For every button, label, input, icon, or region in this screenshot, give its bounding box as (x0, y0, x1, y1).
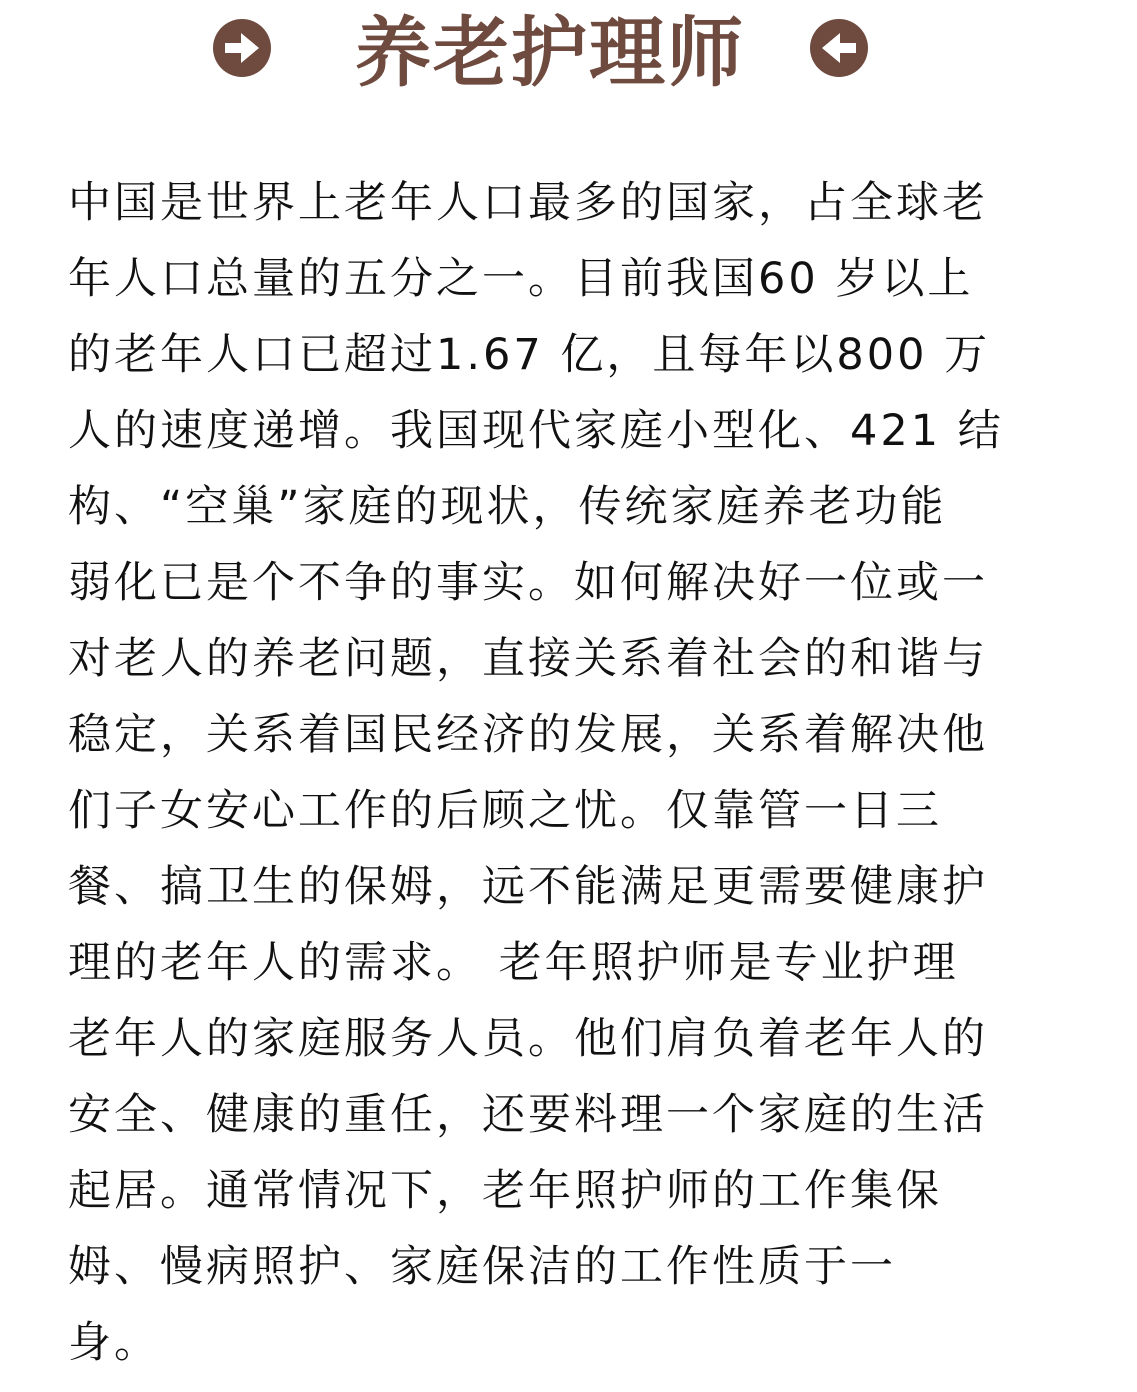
text-line: 人的速度递增。我国现代家庭小型化、421 结 (68, 406, 1004, 456)
text-line: 理的老年人的需求。 老年照护师是专业护理 (68, 938, 959, 988)
page-title: 养老护理师 (355, 8, 745, 97)
text-line: 安全、健康的重任，还要料理一个家庭的生活 (68, 1090, 988, 1140)
text-line: 的老年人口已超过1.67 亿，且每年以800 万 (68, 330, 991, 380)
text-line: 中国是世界上老年人口最多的国家，占全球老 (68, 178, 988, 228)
header (0, 0, 1137, 100)
left-arrow-circle-icon (809, 18, 869, 78)
text-line: 年人口总量的五分之一。目前我国60 岁以上 (68, 254, 974, 304)
text-line: 老年人的家庭服务人员。他们肩负着老年人的 (68, 1014, 988, 1064)
text-line: 起居。通常情况下，老年照护师的工作集保 (68, 1166, 942, 1216)
text-line: 们子女安心工作的后顾之忧。仅靠管一日三 (68, 786, 942, 836)
text-line: 姆、慢病照护、家庭保洁的工作性质于一 (68, 1242, 896, 1292)
article-body (68, 165, 1058, 1381)
right-arrow-circle-icon (212, 18, 272, 78)
text-line: 对老人的养老问题，直接关系着社会的和谐与 (68, 634, 988, 684)
text-line: 身。 (68, 1318, 160, 1368)
text-line: 稳定，关系着国民经济的发展，关系着解决他 (68, 710, 988, 760)
text-line: 构、“空巢”家庭的现状，传统家庭养老功能 (68, 482, 947, 532)
text-line: 弱化已是个不争的事实。如何解决好一位或一 (68, 558, 988, 608)
text-line: 餐、搞卫生的保姆，远不能满足更需要健康护 (68, 862, 988, 912)
